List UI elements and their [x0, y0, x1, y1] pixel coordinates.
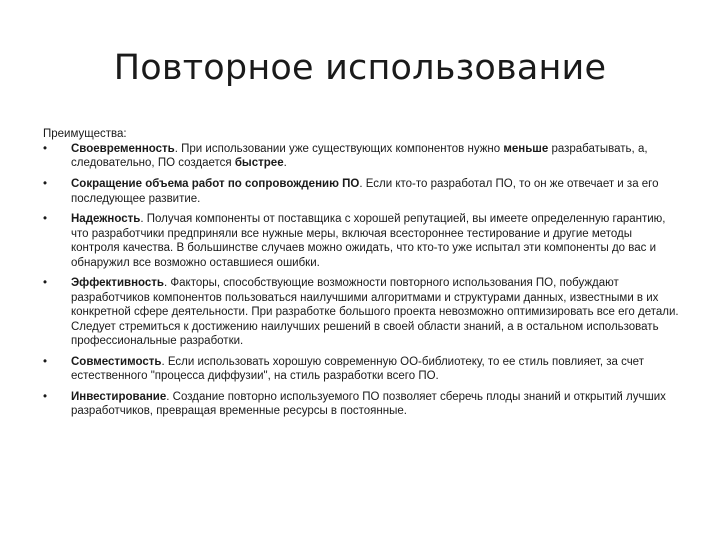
- bullet-icon: •: [43, 277, 48, 290]
- item-text: . Если кто-то разработал ПО, то он же отвечает и за его последующее развитие.: [71, 178, 659, 205]
- item-term: Инвестирование: [71, 391, 167, 404]
- list-item-timeliness: [43, 142, 683, 171]
- list-item-investment: [43, 390, 683, 419]
- item-term: Своевременность: [71, 143, 175, 155]
- item-text: . Создание повторно используемого ПО позволяет сберечь плоды знаний и открытий лучших разработчиков, превращая временные ресурсы в постоянные.: [71, 391, 666, 418]
- list-item-reliability: [43, 212, 683, 270]
- advantages-list: [43, 142, 683, 419]
- item-text: . При использовании уже существующих компонентов нужно: [174, 143, 504, 155]
- bullet-icon: •: [43, 391, 48, 404]
- item-emphasis: быстрее: [234, 157, 284, 170]
- list-item-maintenance: [43, 177, 683, 206]
- bullet-icon: •: [43, 178, 48, 191]
- item-text: . Если использовать хорошую современную ОО-библиотеку, то ее стиль повлияет, за счет естественного "процесса диффузии", на стиль разработки всего ПО.: [71, 355, 644, 383]
- slide-content: [43, 127, 683, 425]
- item-term: Надежность: [71, 213, 141, 226]
- advantages-heading: Преимущества:: [43, 128, 127, 140]
- item-text: .: [283, 157, 287, 170]
- list-item-compatibility: [43, 355, 683, 384]
- item-term: Сокращение объема работ по сопровождению ПО: [71, 178, 360, 191]
- slide-title: Повторное использование: [113, 48, 607, 88]
- bullet-icon: •: [43, 355, 48, 368]
- item-term: Совместимость: [71, 355, 162, 368]
- bullet-icon: •: [43, 213, 48, 226]
- item-text: . Получая компоненты от поставщика с хорошей репутацией, вы имеете определенную гарантию, что разработчики предприняли все нужные меры, включая всестороннее тестирование и другие методы контроля качества. В большинстве случаев можно ожидать, что кто-то уже испытал эти компоненты до вас и обнаружил все возможно оставшиеся ошибки.: [71, 213, 666, 269]
- item-term: Эффективность: [71, 277, 164, 290]
- item-emphasis: меньше: [503, 143, 549, 155]
- item-text: разрабатывать, а, следовательно, ПО создается: [71, 143, 648, 170]
- bullet-icon: •: [43, 143, 48, 155]
- list-item-efficiency: [43, 276, 683, 348]
- item-text: . Факторы, способствующие возможности повторного использования ПО, побуждают разработчиков компонентов пользоваться наилучшими алгоритмами и структурами данных, известными в их конкретной сфере деятельности. При разработке большого проекта невозможно оптимизировать все его детали. Следует стремиться к достижению наилучших решений в своей области знаний, а в остальном использовать профессиональные разработки.: [71, 277, 679, 348]
